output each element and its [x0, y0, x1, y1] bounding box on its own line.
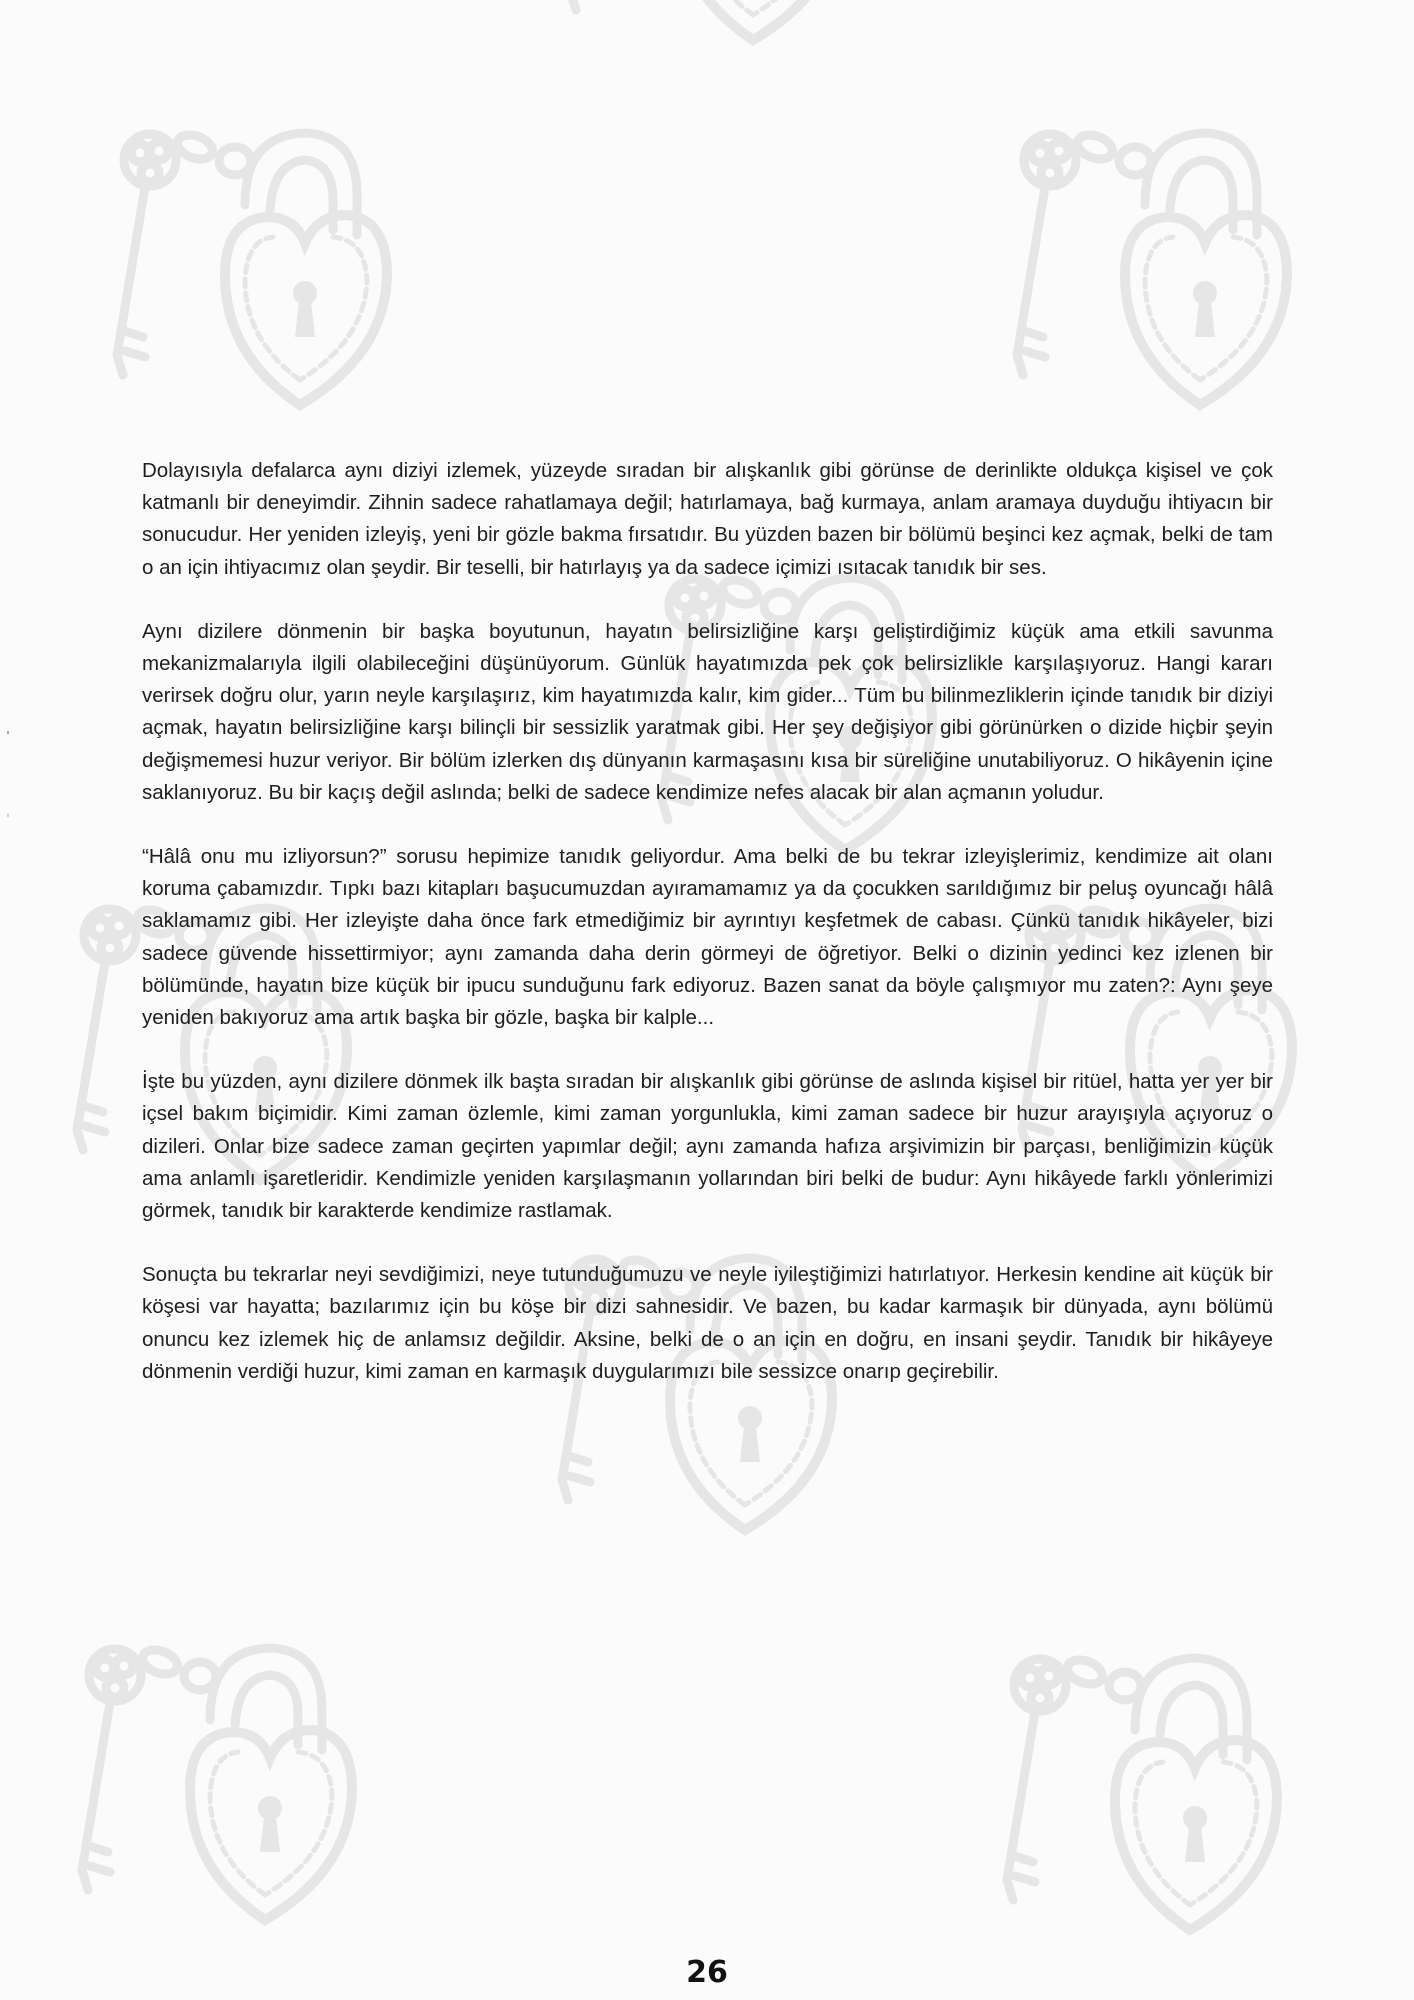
watermark-key-padlock-icon: [60, 1630, 400, 1930]
watermark-key-padlock-icon: [985, 1640, 1325, 1940]
watermark-key-padlock-icon: [95, 115, 435, 415]
paragraph: Aynı dizilere dönmenin bir başka boyutunun, hayatın belirsizliğine karşı geliştirdiğimiz küçük ama etkili savunma mekanizmalarıyla ilgili olabileceğini düşünüyorum. Günlük hayatımızda pek çok belirsizlikle karşılaşıyoruz. Hangi kararı verirsek doğru olur, yarın neyle karşılaşırız, kim hayatımızda kalır, kim gider... Tüm bu bilinmezliklerin içinde tanıdık bir diziyi açmak, hayatın belirsizliğine karşı bilinçli bir sessizlik yaratmak gibi. Her şey değişiyor gibi görünürken o dizide hiçbir şeyin değişmemesi huzur veriyor. Bir bölüm izlerken dış dünyanın karmaşasını kısa bir süreliğine unutabiliyoruz. O hikâyenin içine saklanıyoruz. Bu bir kaçış değil aslında; belki de sadece kendimize nefes alacak bir alan açmanın yoludur.: [142, 619, 1273, 804]
paragraph: Dolayısıyla defalarca aynı diziyi izlemek, yüzeyde sıradan bir alışkanlık gibi görünse de derinlikte oldukça kişisel ve çok katmanlı bir deneyimdir. Zihnin sadece rahatlamaya değil; hatırlamaya, bağ kurmaya, anlam aramaya duyduğu ihtiyacın bir sonucudur. Her yeniden izleyiş, yeni bir gözle bakma fırsatıdır. Bu yüzden bazen bir bölümü beşinci kez açmak, belki de tam o an için ihtiyacımız olan şeydir. Bir teselli, bir hatırlayış ya da sadece içimizi ısıtacak tanıdık bir ses.: [142, 459, 1273, 579]
watermark-key-padlock-icon: [995, 115, 1335, 415]
paragraph: Sonuçta bu tekrarlar neyi sevdiğimizi, neye tutunduğumuzu ve neyle iyileştiğimizi hatırlatıyor. Herkesin kendine ait küçük bir köşesi var hayatta; bazılarımız için bu köşe bir dizi sahnesidir. Ve bazen, bu kadar karmaşık bir dünyada, aynı bölümü onuncu kez izlemek hiç de anlamsız değildir. Aksine, belki de o an için en doğru, en insani şeydir. Tanıdık bir hikâyeye dönmenin verdiği huzur, kimi zaman en karmaşık duygularımızı bile sessizce onarıp geçirebilir.: [142, 1263, 1273, 1383]
paragraph: İşte bu yüzden, aynı dizilere dönmek ilk başta sıradan bir alışkanlık gibi görünse de aslında kişisel bir ritüel, hatta yer yer bir içsel bakım biçimidir. Kimi zaman özlemle, kimi zaman yorgunlukla, kimi zaman sadece bir huzur arayışıyla açıyoruz o dizileri. Onlar bize sadece zaman geçirten yapımlar değil; aynı zamanda hafıza arşivimizin bir parçası, benliğimizin küçük ama anlamlı işaretleridir. Kendimizle yeniden karşılaşmanın yollarından biri belki de budur: Aynı hikâyede farklı yönlerimizi görmek, tanıdık bir karakterde kendimize rastlamak.: [142, 1070, 1273, 1223]
watermark-key-padlock-icon: [548, 0, 888, 50]
paragraph: “Hâlâ onu mu izliyorsun?” sorusu hepimize tanıdık geliyordur. Ama belki de bu tekrar izleyişlerimiz, kendimize ait olanı koruma çabamızdır. Tıpkı bazı kitapları başucumuzdan ayıramamamız ya da çocukken sarıldığımız bir peluş oyuncağı hâlâ saklamamız gibi. Her izleyişte daha önce fark etmediğimiz bir ayrıntıyı keşfetmek de cabası. Çünkü tanıdık hikâyeler, bizi sadece güvende hissettirmiyor; aynı zamanda daha derin görmeyi de öğretiyor. Belki o dizinin yedinci kez izlenen bir bölümünde, hayatın bize küçük bir ipucu sunduğunu fark ediyoruz. Bazen sanat da böyle çalışmıyor mu zaten?: Aynı şeye yeniden bakıyoruz ama artık başka bir gözle, başka bir kalple...: [142, 845, 1273, 1030]
page-number: 26: [686, 1955, 728, 1990]
margin-mark: [7, 814, 9, 817]
article-body: [142, 455, 1273, 1420]
margin-mark: [7, 731, 9, 734]
